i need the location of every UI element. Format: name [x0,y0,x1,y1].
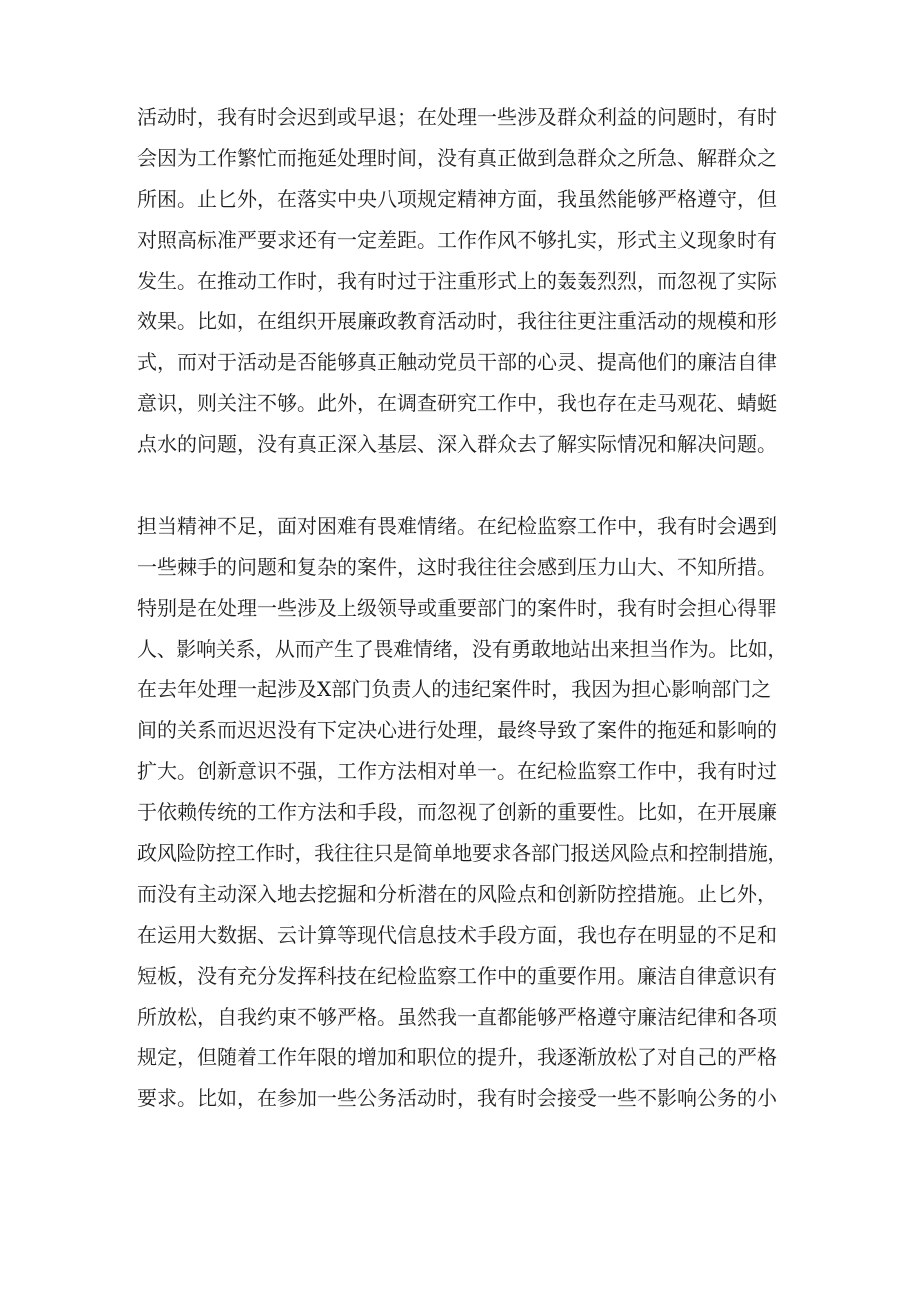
paragraph-line: 一些棘手的问题和复杂的案件，这时我往往会感到压力山大、不知所措。 [137,554,777,579]
paragraph-line: 人、影响关系，从而产生了畏难情绪，没有勇敢地站出来担当作为。比如， [137,636,787,661]
paragraph-line: 点水的问题，没有真正深入基层、深入群众去了解实际情况和解决问题。 [137,432,777,457]
paragraph-line: 短板，没有充分发挥科技在纪检监察工作中的重要作用。廉洁自律意识有 [137,963,777,988]
section-heading [137,465,787,506]
paragraph-line: 发生。在推动工作时，我有时过于注重形式上的轰轰烈烈，而忽视了实际 [137,268,777,293]
paragraph-line: 规定，但随着工作年限的增加和职位的提升，我逐渐放松了对自己的严格 [137,1045,777,1070]
paragraph-line: 效果。比如，在组织开展廉政教育活动时，我往往更注重活动的规模和形 [137,309,777,334]
paragraph-line: 在去年处理一起涉及X部门负责人的违纪案件时，我因为担心影响部门之 [137,677,772,702]
paragraph-line: 扩大。创新意识不强，工作方法相对单一。在纪检监察工作中，我有时过 [137,759,777,784]
paragraph-line: 会因为工作繁忙而拖延处理时间，没有真正做到急群众之所急、解群众之 [137,145,777,170]
paragraph-line: 特别是在处理一些涉及上级领导或重要部门的案件时，我有时会担心得罪 [137,595,777,620]
paragraph-line: 担当精神不足，面对困难有畏难情绪。在纪检监察工作中，我有时会遇到 [137,513,777,538]
paragraph-line: 政风险防控工作时，我往往只是简单地要求各部门报送风险点和控制措施， [137,841,787,866]
paragraph-line: 所困。止匕外，在落实中央八项规定精神方面，我虽然能够严格遵守，但 [137,186,777,211]
paragraph-line: 对照高标准严要求还有一定差距。工作作风不够扎实，形式主义现象时有 [137,227,777,252]
paragraph-line: 要求。比如，在参加一些公务活动时，我有时会接受一些不影响公务的小 [137,1086,777,1111]
document-body [137,97,787,1119]
paragraph-line: 间的关系而迟迟没有下定决心进行处理，最终导致了案件的拖延和影响的 [137,718,777,743]
paragraph-line: 意识，则关注不够。此外，在调查研究工作中，我也存在走马观花、蜻蜓 [137,391,777,416]
paragraph-line: 于依赖传统的工作方法和手段，而忽视了创新的重要性。比如，在开展廉 [137,800,777,825]
paragraph-line: 活动时，我有时会迟到或早退；在处理一些涉及群众利益的问题时，有时 [137,105,777,129]
paragraph-line: 式，而对于活动是否能够真正触动党员干部的心灵、提高他们的廉洁自律 [137,350,777,375]
paragraph-line: 在运用大数据、云计算等现代信息技术手段方面，我也存在明显的不足和 [137,922,777,947]
paragraph-line: 所放松，自我约束不够严格。虽然我一直都能够严格遵守廉洁纪律和各项 [137,1004,777,1029]
paragraph-line: 而没有主动深入地去挖掘和分析潜在的风险点和创新防控措施。止匕外， [137,881,777,906]
